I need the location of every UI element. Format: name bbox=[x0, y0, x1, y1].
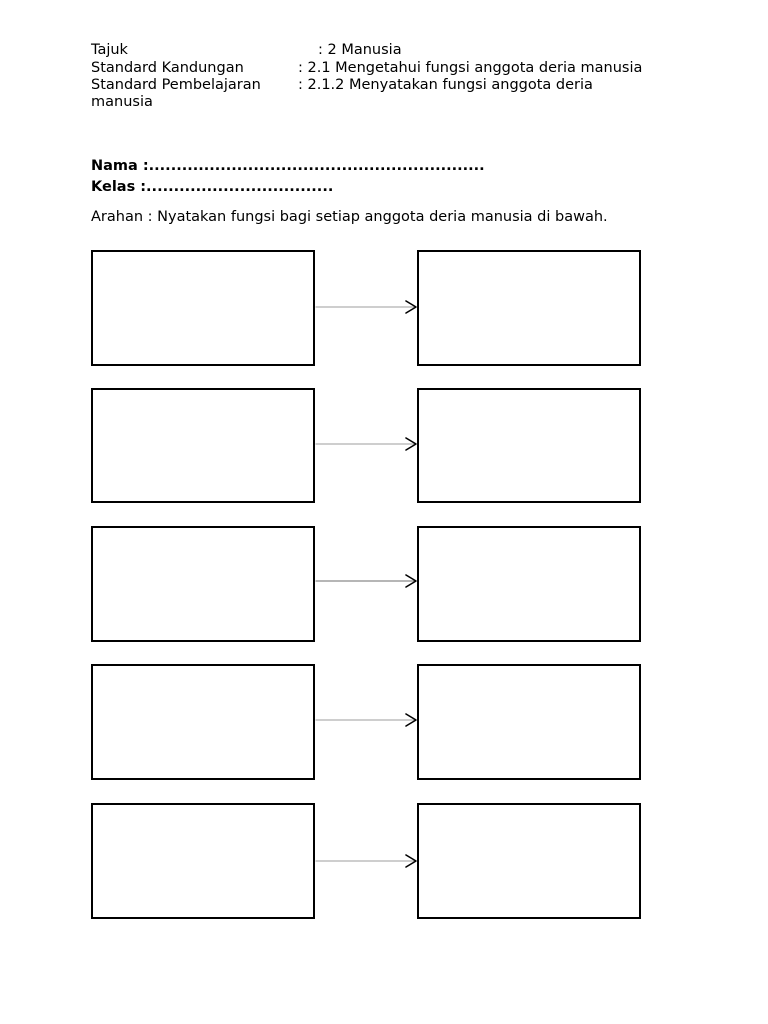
meta-label-tajuk: Tajuk bbox=[91, 42, 128, 58]
instruction-text: Arahan : Nyatakan fungsi bagi setiap anggota deria manusia di bawah. bbox=[91, 209, 608, 225]
meta-label-standard-kandungan: Standard Kandungan bbox=[91, 60, 244, 76]
arrow-5 bbox=[316, 855, 416, 867]
meta-value-standard-pembelajaran: : 2.1.2 Menyatakan fungsi anggota deria bbox=[298, 77, 593, 93]
meta-value-tajuk: : 2 Manusia bbox=[318, 42, 402, 58]
arrow-2 bbox=[316, 438, 416, 450]
arrow-4 bbox=[316, 714, 416, 726]
meta-continuation: manusia bbox=[91, 94, 153, 110]
meta-label-standard-pembelajaran: Standard Pembelajaran bbox=[91, 77, 261, 93]
arrow-3 bbox=[316, 575, 416, 587]
kelas-field[interactable]: Kelas :.................................. bbox=[91, 179, 334, 195]
nama-field[interactable]: Nama :............................................................. bbox=[91, 158, 485, 174]
meta-value-standard-kandungan: : 2.1 Mengetahui fungsi anggota deria manusia bbox=[298, 60, 643, 76]
arrow-1 bbox=[316, 301, 416, 313]
